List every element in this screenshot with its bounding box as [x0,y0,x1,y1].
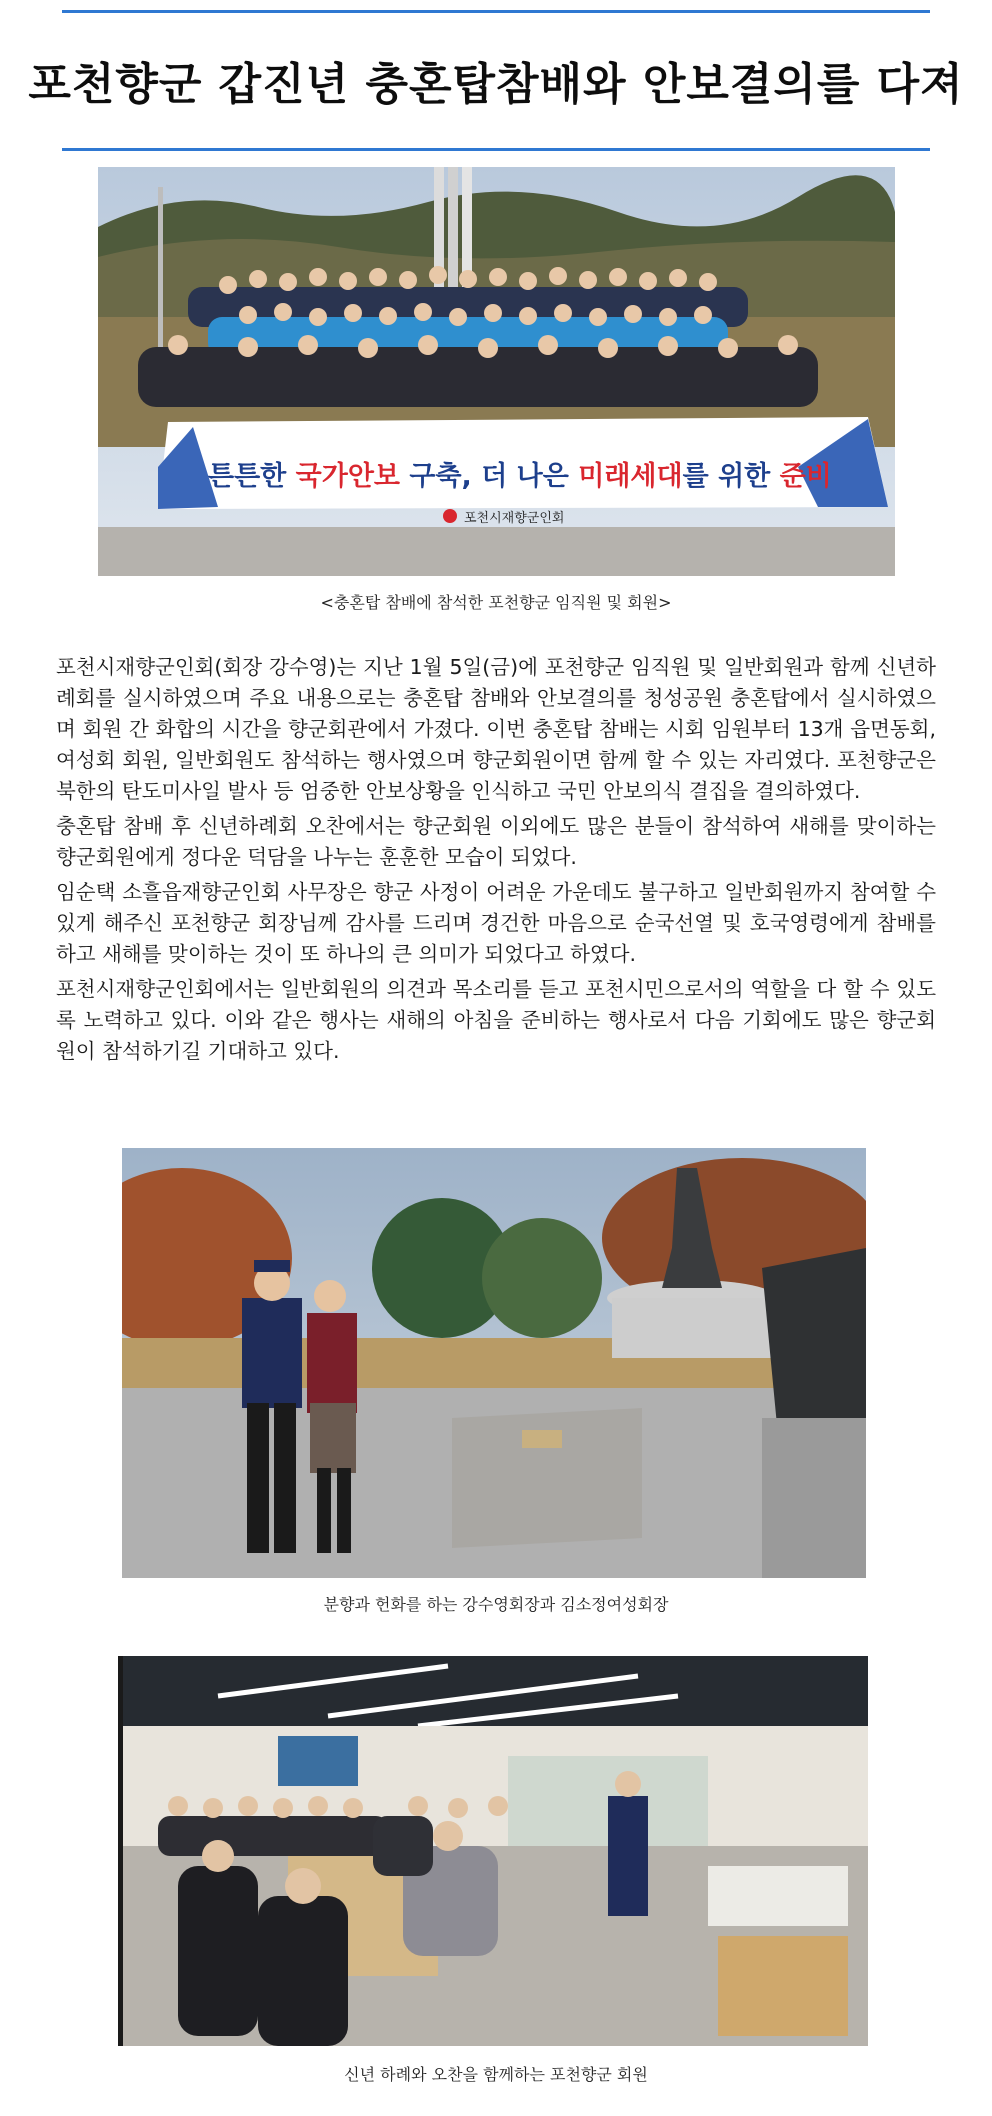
luncheon-photo-illustration [118,1656,868,2046]
banner-text-part1: 튼튼한 [208,461,296,492]
luncheon-photo [118,1656,868,2046]
photo3-caption: 신년 하례와 오찬을 함께하는 포천향군 회원 [344,2065,648,2084]
svg-text:튼튼한 국가안보 구축, 더 나은 미래세대를 위한 준비 [208,460,832,492]
photo2-caption: 분향과 헌화를 하는 강수영회장과 김소정여성회장 [323,1595,669,1614]
banner-text-part3: 구축, 더 나은 [399,461,579,492]
banner-text-part2: 국가안보 [295,461,400,492]
title-rule-top [62,10,930,13]
article-paragraph-3: 임순택 소흘읍재향군인회 사무장은 향군 사정이 어려운 가운데도 불구하고 일반회원까지 참여할 수 있게 해주신 포천향군 회장님께 감사를 드리며 경건한 마음으로 순국선열 및 호국영령에게 참배를 하고 새해를 맞이하는 것이 또 하나의 큰 의미가 되었다고 하였다. [56,880,936,966]
article-body [56,652,936,1071]
group-photo-illustration [98,167,895,576]
group-photo [98,167,895,576]
photo1-caption: <충혼탑 참배에 참석한 포천향군 임직원 및 회원> [320,593,672,612]
banner-text-part4: 미래세대 [578,461,683,492]
memorial-photo [122,1148,866,1578]
article-paragraph-4: 포천시재향군인회에서는 일반회원의 의견과 목소리를 듣고 포천시민으로서의 역할을 다 할 수 있도록 노력하고 있다. 이와 같은 행사는 새해의 아침을 준비하는 행사로서 다음 기회에도 많은 향군회원이 참석하기길 기대하고 있다. [56,977,936,1063]
article-paragraph-2: 충혼탑 참배 후 신년하례회 오찬에서는 향군회원 이외에도 많은 분들이 참석하여 새해를 맞이하는 향군회원에게 정다운 덕담을 나누는 훈훈한 모습이 되었다. [56,814,936,869]
title-rule-bottom [62,148,930,151]
page-title: 포천향군 갑진년 충혼탑참배와 안보결의를 다져 [28,59,964,110]
banner-org-name: 포천시재향군인회 [464,511,565,526]
article-paragraph-1: 포천시재향군인회(회장 강수영)는 지난 1월 5일(금)에 포천향군 임직원 및 일반회원과 함께 신년하례회를 실시하였으며 주요 내용으로는 충혼탑 참배와 안보결의를 청성공원 충혼탑에서 실시하였으며 회원 간 화합의 시간을 향군회관에서 가졌다. 이번 충혼탑 참배는 시회 임원부터 13개 읍면동회, 여성회 회원, 일반회원도 참석하는 행사였으며 향군회원이면 함께 할 수 있는 자리였다. 포천향군은 북한의 탄도미사일 발사 등 엄중한 안보상황을 인식하고 국민 안보의식 결집을 결의하였다. [56,655,936,803]
banner-text-part6: 준비 [779,461,832,492]
banner-text-part5: 를 위한 [682,461,780,492]
memorial-photo-illustration [122,1148,866,1578]
